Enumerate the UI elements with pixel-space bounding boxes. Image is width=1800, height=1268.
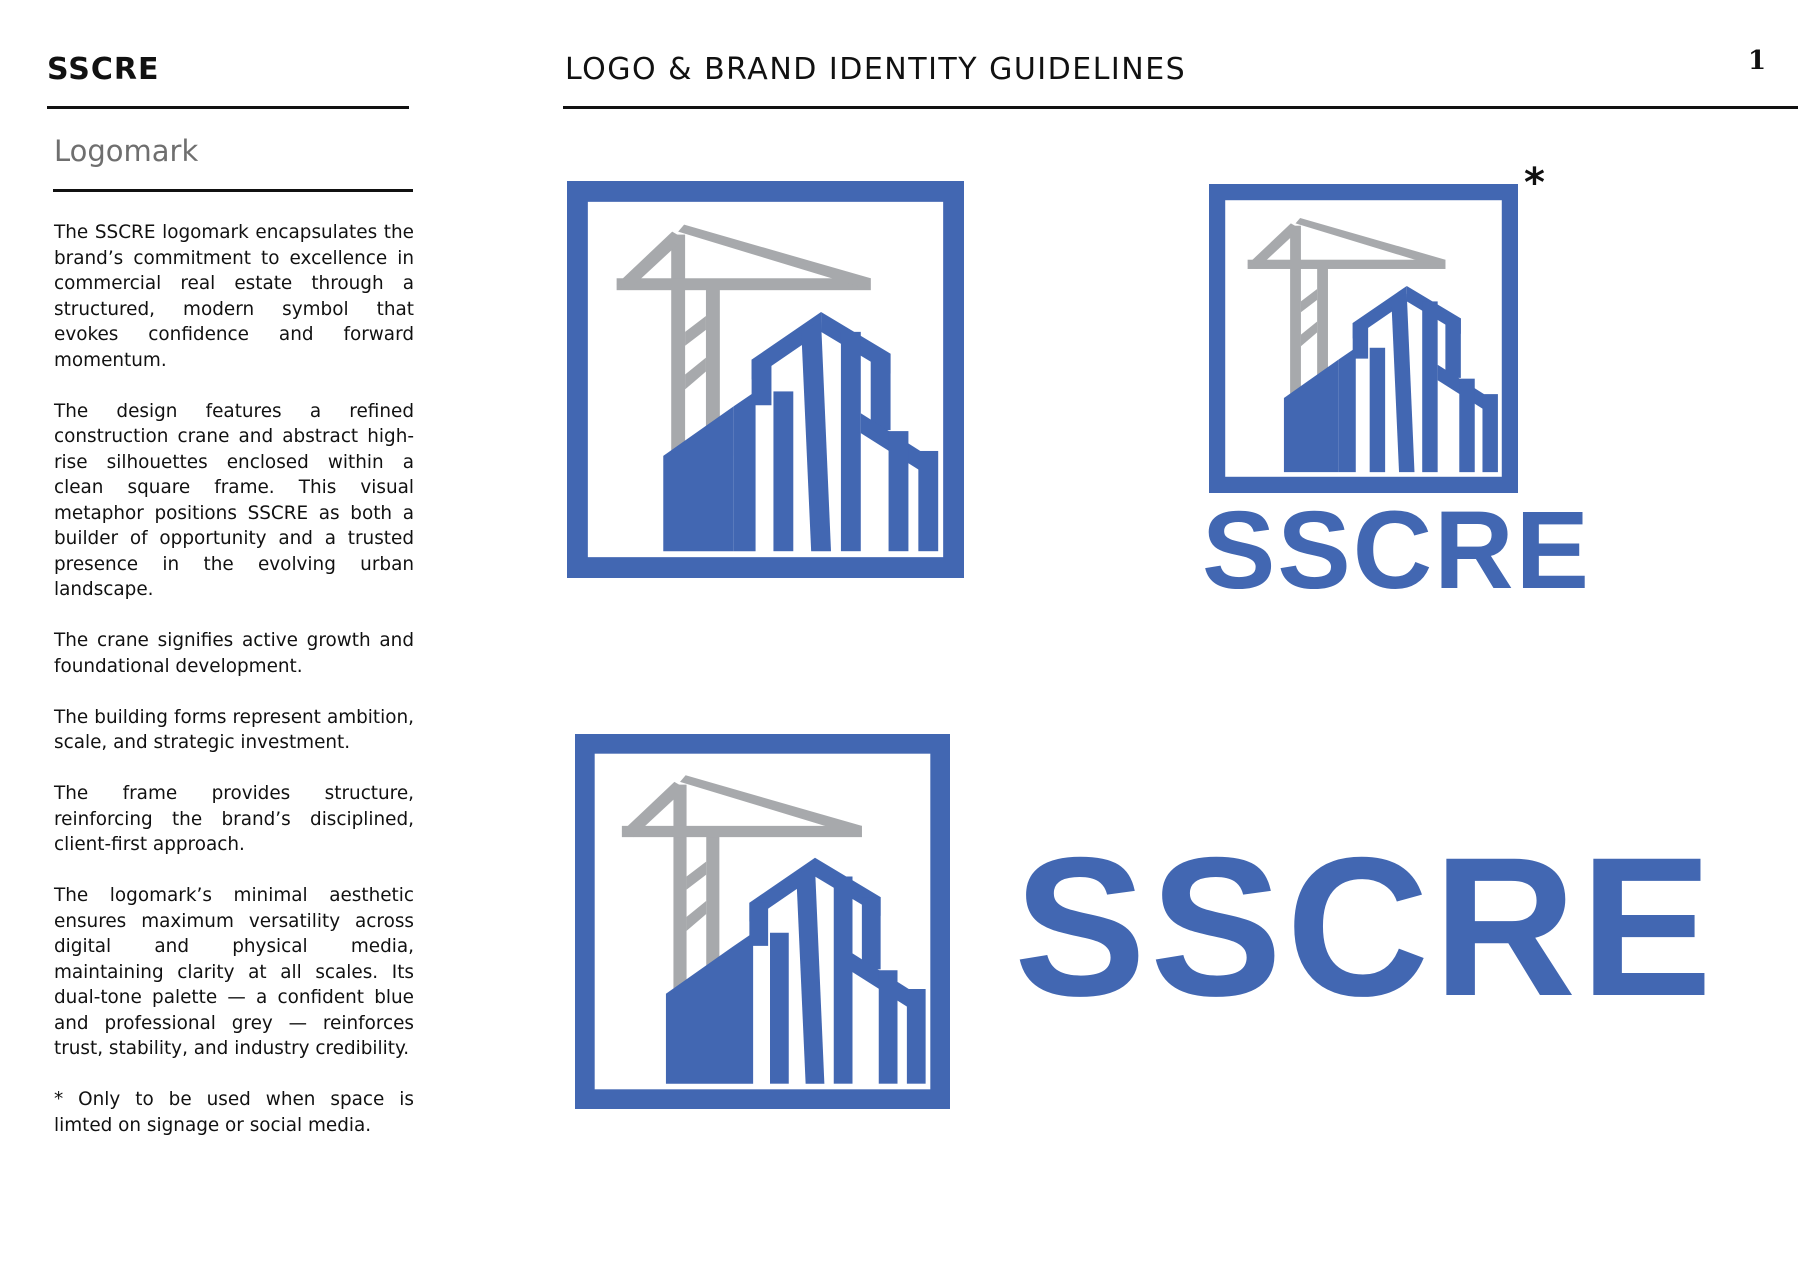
document-title: LOGO & BRAND IDENTITY GUIDELINES [565,52,1187,87]
title-rule [563,106,1798,109]
paragraph-frame: The frame provides structure, reinforcing the brand’s disciplined, client-first approach. [54,783,414,855]
paragraph-usage-note: * Only to be used when space is limted on signage or social media. [54,1089,414,1136]
horizontal-logomark [575,732,950,1111]
primary-logomark [567,179,964,580]
description-text [54,220,414,1164]
paragraph-crane: The crane signifies active growth and foundational development. [54,630,414,677]
paragraph-aesthetic: The logomark’s minimal aesthetic ensures maximum versatility across digital and physical media, maintaining clarity at all scales. Its dual-tone palette — a confident blue and professional grey — reinforces trust, stability, and industry credibility. [54,885,414,1059]
restricted-use-marker: * [1524,160,1545,206]
paragraph-buildings: The building forms represent ambition, scale, and strategic investment. [54,706,414,753]
paragraph-intro: The SSCRE logomark encapsulates the brand’s commitment to excellence in commercial real estate through a structured, modern symbol that evokes confidence and forward momentum. [54,222,414,371]
paragraph-design: The design features a refined construction crane and abstract high-rise silhouettes enclosed within a clean square frame. This visual metaphor positions SSCRE as both a builder of opportunity and a trusted presence in the evolving urban landscape. [54,400,414,600]
stacked-logomark [1209,182,1518,495]
brand-name: SSCRE [47,52,160,87]
brand-rule [47,106,409,109]
section-rule [53,189,413,192]
horizontal-wordmark: SSCRE [1014,816,1717,1037]
page-number: 1 [1748,46,1767,76]
stacked-wordmark: SSCRE [1202,489,1591,612]
section-title: Logomark [54,134,199,168]
